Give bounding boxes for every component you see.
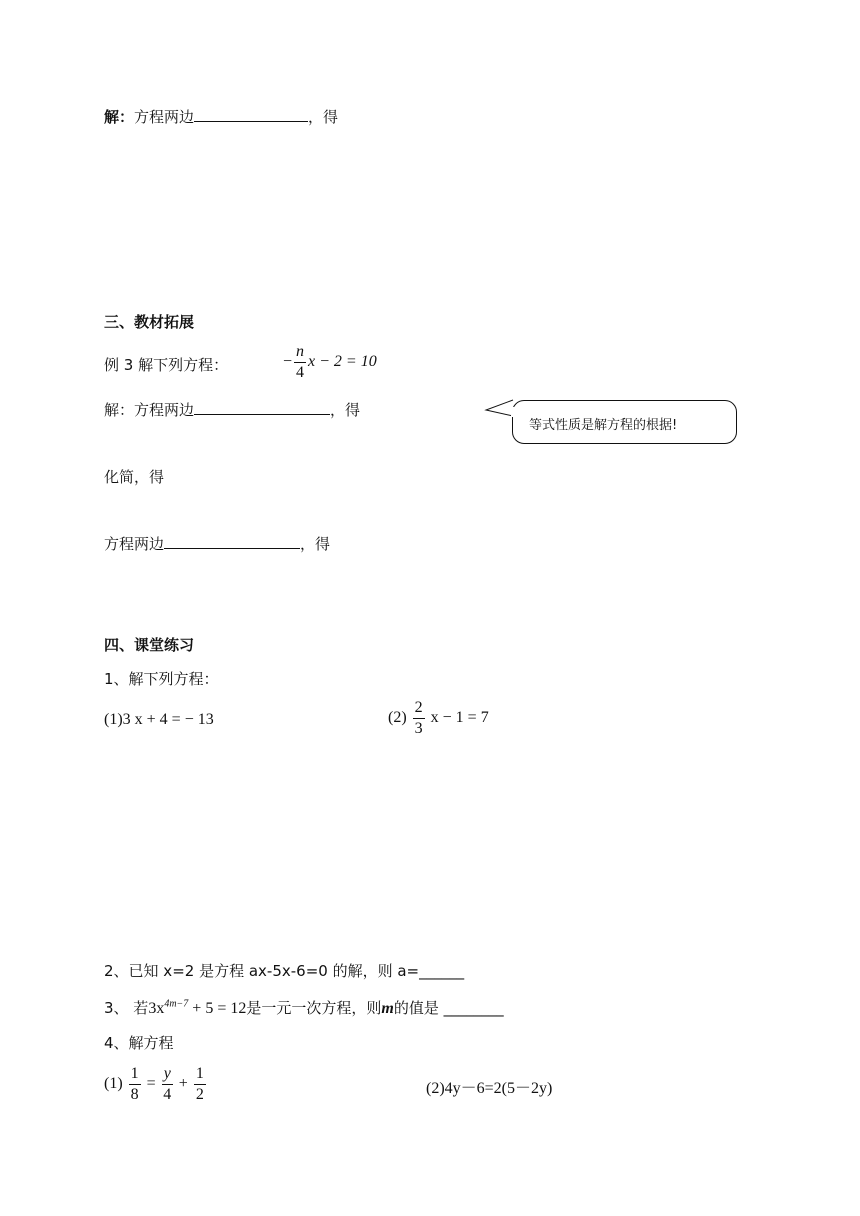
part-label: (2) (388, 709, 407, 727)
equation: 3 x + 4 = − 13 (122, 711, 214, 728)
section-heading-4: 四、课堂练习 (104, 636, 195, 654)
fraction (413, 700, 425, 737)
solution-line (104, 106, 338, 127)
exercise-1-part2 (388, 700, 489, 737)
example-3-solution-line1 (104, 399, 360, 420)
numerator: y (162, 1066, 173, 1085)
exercise-4-part2: (2)4y－6=2(5－2y) (426, 1080, 553, 1097)
solution-suffix: ，得 (308, 108, 339, 126)
fraction (294, 344, 306, 381)
equation-rest: + 5 = 12 (188, 1000, 247, 1017)
numerator: n (294, 344, 306, 363)
equation (148, 1000, 246, 1017)
equation-rest: x − 2 = 10 (308, 353, 377, 371)
denominator: 4 (296, 364, 305, 381)
line-suffix: ，得 (300, 535, 331, 553)
variable: m (381, 1000, 394, 1017)
exercise-middle: 是一元一次方程，则 (246, 999, 382, 1017)
denominator: 2 (195, 1086, 204, 1103)
bubble-joint-mask (508, 406, 516, 420)
exercise-prefix: 3、 若 (104, 999, 149, 1017)
section-heading-3: 三、教材拓展 (104, 313, 195, 331)
line-text: 方程两边 (104, 535, 165, 553)
equation-base: 3x (148, 1000, 165, 1017)
exercise-3 (104, 997, 504, 1018)
exercise-4-title: 4、解方程 (104, 1034, 174, 1052)
line-suffix: ，得 (330, 401, 361, 419)
part-label: (1) (104, 711, 123, 728)
hint-text: 等式性质是解方程的根据! (529, 418, 678, 433)
exercise-1-title: 1、解下列方程： (104, 670, 219, 688)
exercise-1-part1 (104, 711, 214, 729)
fraction (129, 1066, 141, 1103)
fraction (194, 1066, 206, 1103)
equals-sign: = (146, 1075, 156, 1093)
numerator: 1 (194, 1066, 206, 1085)
answer-blank[interactable] (164, 534, 300, 549)
example-3-equation (283, 344, 377, 381)
equation-rest: x − 1 = 7 (430, 709, 489, 727)
minus-sign: − (283, 353, 293, 371)
hint-bubble (512, 400, 737, 444)
solution-label: 解： (104, 108, 135, 126)
fraction (162, 1066, 173, 1103)
part-label: (1) (104, 1075, 123, 1093)
exercise-suffix: 的值是 ________ (393, 999, 504, 1017)
numerator: 2 (413, 700, 425, 719)
example-3-simplify: 化简，得 (104, 468, 165, 486)
answer-blank[interactable] (194, 107, 308, 122)
exponent: 4m−7 (164, 998, 189, 1010)
solution-text: 方程两边 (134, 108, 195, 126)
exercise-4-part1 (104, 1066, 208, 1103)
answer-blank[interactable] (194, 400, 330, 415)
denominator: 3 (414, 720, 423, 737)
line-text: 解：方程两边 (104, 401, 195, 419)
numerator: 1 (129, 1066, 141, 1085)
exercise-2: 2、已知 x=2 是方程 ax-5x-6=0 的解，则 a=______ (104, 962, 465, 980)
denominator: 8 (130, 1086, 139, 1103)
example-3-solution-line3 (104, 533, 330, 554)
denominator: 4 (163, 1086, 172, 1103)
plus-sign: + (178, 1075, 188, 1093)
example-3-label: 例 3 解下列方程： (104, 356, 229, 374)
